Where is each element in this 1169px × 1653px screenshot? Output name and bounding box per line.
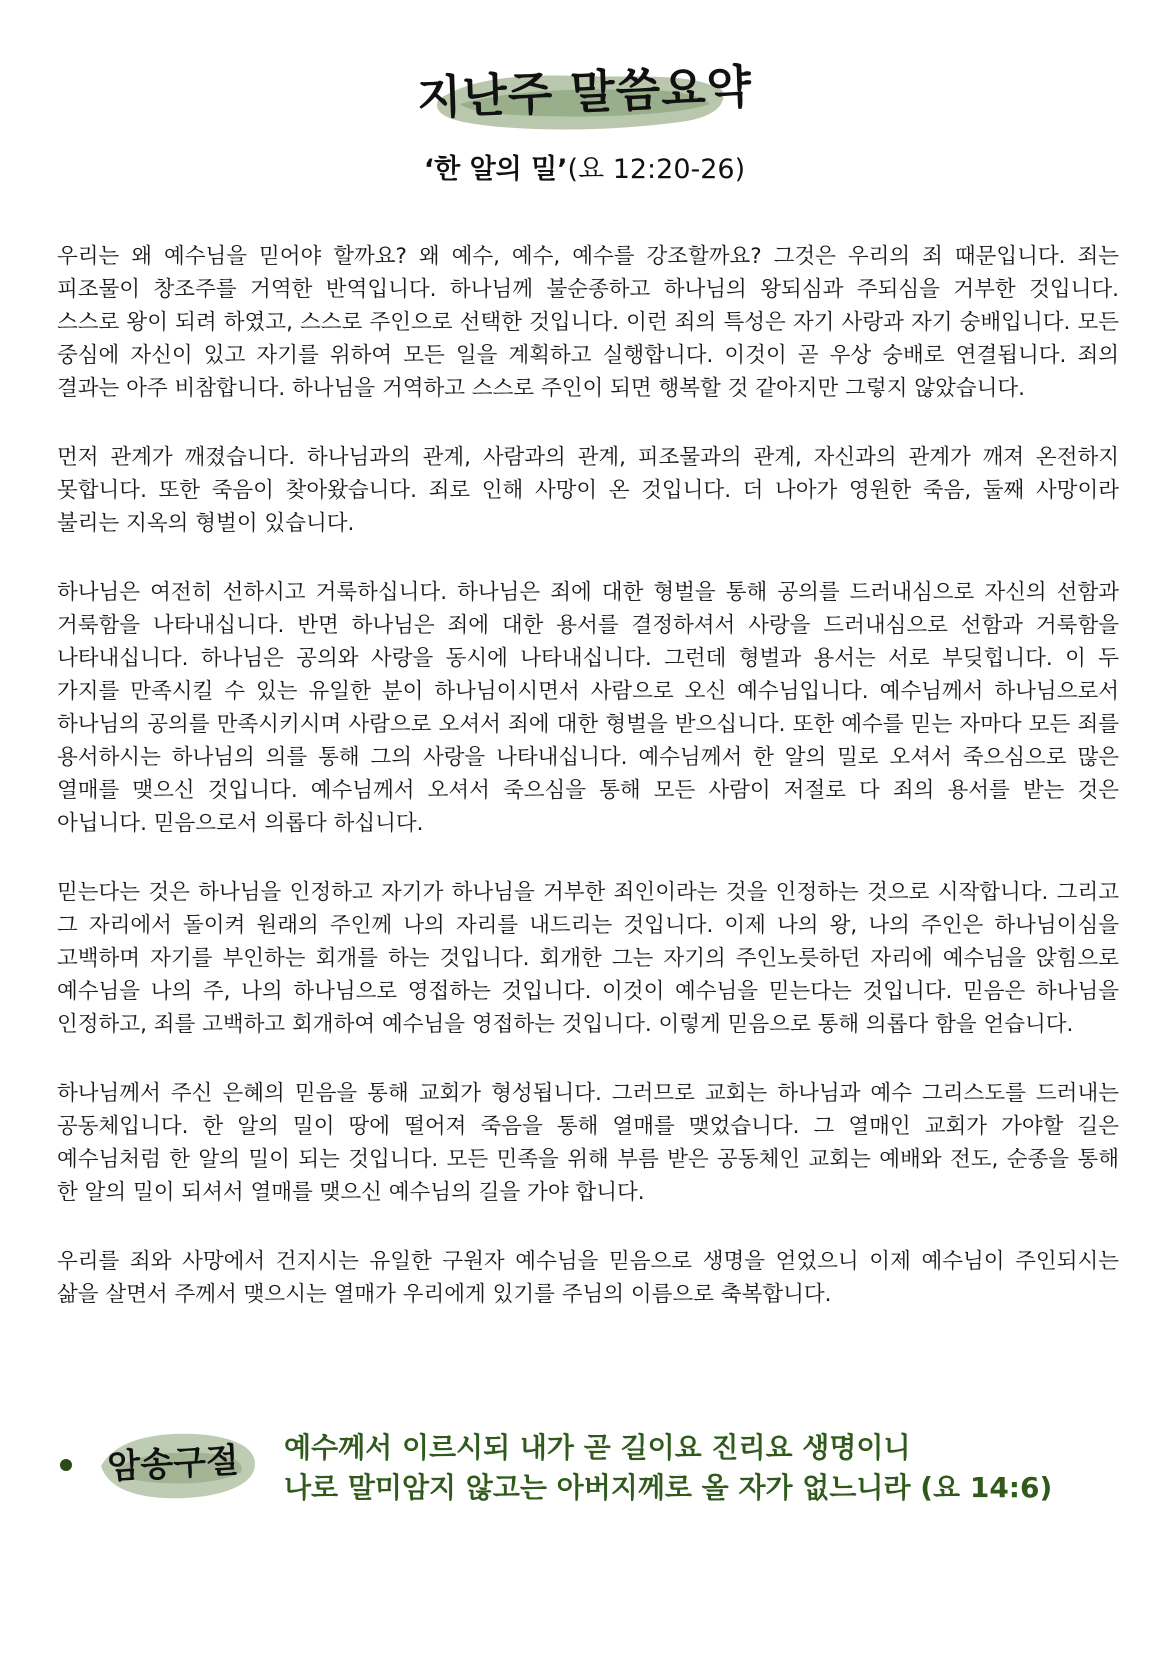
paragraph: 하나님은 여전히 선하시고 거룩하십니다. 하나님은 죄에 대한 형벌을 통해 공의를 드러내심으로 자신의 선함과 거룩함을 나타내십니다. 반면 하나님은 죄에 대한 용서를 결정하셔서 사랑을 드러내심으로 선함과 거룩함을 나타내십니다. 하나님은 공의와 사랑을 동시에 나타내십니다. 그런데 형벌과 용서는 서로 부딪힙니다. 이 두 가지를 만족시킬 수 있는 유일한 분이 하나님이시면서 사람으로 오신 예수님입니다. 예수님께서 하나님으로서 하나님의 공의를 만족시키시며 사람으로 오셔서 죄에 대한 형벌을 받으십니다. 또한 예수를 믿는 자마다 모든 죄를 용서하시는 하나님의 의를 통해 그의 사랑을 나타내십니다. 예수님께서 한 알의 밀로 오셔서 죽으심으로 많은 열매를 맺으신 것입니다. 예수님께서 오셔서 죽으심을 통해 모든 사람이 저절로 다 죄의 용서를 받는 것은 아닙니다. 믿음으로서 의롭다 하십니다. bbox=[57, 580, 1119, 836]
memory-verse-label: 암송구절 bbox=[106, 1440, 240, 1488]
sermon-title-main: ‘한 알의 밀’ bbox=[423, 154, 568, 185]
paragraph: 먼저 관계가 깨졌습니다. 하나님과의 관계, 사람과의 관계, 피조물과의 관계, 자신과의 관계가 깨져 온전하지 못합니다. 또한 죽음이 찾아왔습니다. 죄로 인해 사망이 온 것입니다. 더 나아가 영원한 죽음, 둘째 사망이라 불리는 지옥의 형벌이 있습니다. bbox=[57, 445, 1119, 536]
bullet-icon bbox=[60, 1459, 72, 1471]
header bbox=[0, 52, 1169, 142]
sermon-reference: (요 12:20-26) bbox=[567, 154, 746, 185]
paragraph: 하나님께서 주신 은혜의 믿음을 통해 교회가 형성됩니다. 그러므로 교회는 하나님과 예수 그리스도를 드러내는 공동체입니다. 한 알의 밀이 땅에 떨어져 죽음을 통해 열매를 맺었습니다. 그 열매인 교회가 가야할 길은 예수님처럼 한 알의 밀이 되는 것입니다. 모든 민족을 위해 부름 받은 공동체인 교회는 예배와 전도, 순종을 통해 한 알의 밀이 되셔서 열매를 맺으신 예수님의 길을 가야 합니다. bbox=[57, 1081, 1119, 1205]
paragraph: 믿는다는 것은 하나님을 인정하고 자기가 하나님을 거부한 죄인이라는 것을 인정하는 것으로 시작합니다. 그리고 그 자리에서 돌이켜 원래의 주인께 나의 자리를 내드리는 것입니다. 이제 나의 왕, 나의 주인은 하나님이심을 고백하며 자기를 부인하는 회개를 하는 것입니다. 회개한 그는 자기의 주인노릇하던 자리에 예수님을 앉힘으로 예수님을 나의 주, 나의 하나님으로 영접하는 것입니다. 이것이 예수님을 믿는다는 것입니다. 믿음은 하나님을 인정하고, 죄를 고백하고 회개하여 예수님을 영접하는 것입니다. 이렇게 믿음으로 통해 의롭다 함을 얻습니다. bbox=[57, 880, 1119, 1037]
paragraph: 우리는 왜 예수님을 믿어야 할까요? 왜 예수, 예수, 예수를 강조할까요? 그것은 우리의 죄 때문입니다. 죄는 피조물이 창조주를 거역한 반역입니다. 하나님께 불순종하고 하나님의 왕되심과 주되심을 거부한 것입니다. 스스로 왕이 되려 하였고, 스스로 주인으로 선택한 것입니다. 이런 죄의 특성은 자기 사랑과 자기 숭배입니다. 모든 중심에 자신이 있고 자기를 위하여 모든 일을 계획하고 실행합니다. 이것이 곧 우상 숭배로 연결됩니다. 죄의 결과는 아주 비참합니다. 하나님을 거역하고 스스로 주인이 되면 행복할 것 같아지만 그렇지 않았습니다. bbox=[57, 244, 1119, 401]
memory-verse-line: 예수께서 이르시되 내가 곧 길이요 진리요 생명이니 bbox=[284, 1431, 911, 1464]
memory-verse-text bbox=[284, 1428, 1144, 1508]
page-title: 지난주 말씀요약 bbox=[416, 59, 753, 125]
sermon-summary bbox=[57, 240, 1119, 1347]
memory-verse-line: 나로 말미암지 않고는 아버지께로 올 자가 없느니라 (요 14:6) bbox=[284, 1471, 1053, 1504]
memory-verse-section bbox=[0, 1418, 1169, 1558]
sermon-title bbox=[0, 152, 1169, 188]
paragraph: 우리를 죄와 사망에서 건지시는 유일한 구원자 예수님을 믿음으로 생명을 얻었으니 이제 예수님이 주인되시는 삶을 살면서 주께서 맺으시는 열매가 우리에게 있기를 주님의 이름으로 축복합니다. bbox=[57, 1249, 1119, 1307]
